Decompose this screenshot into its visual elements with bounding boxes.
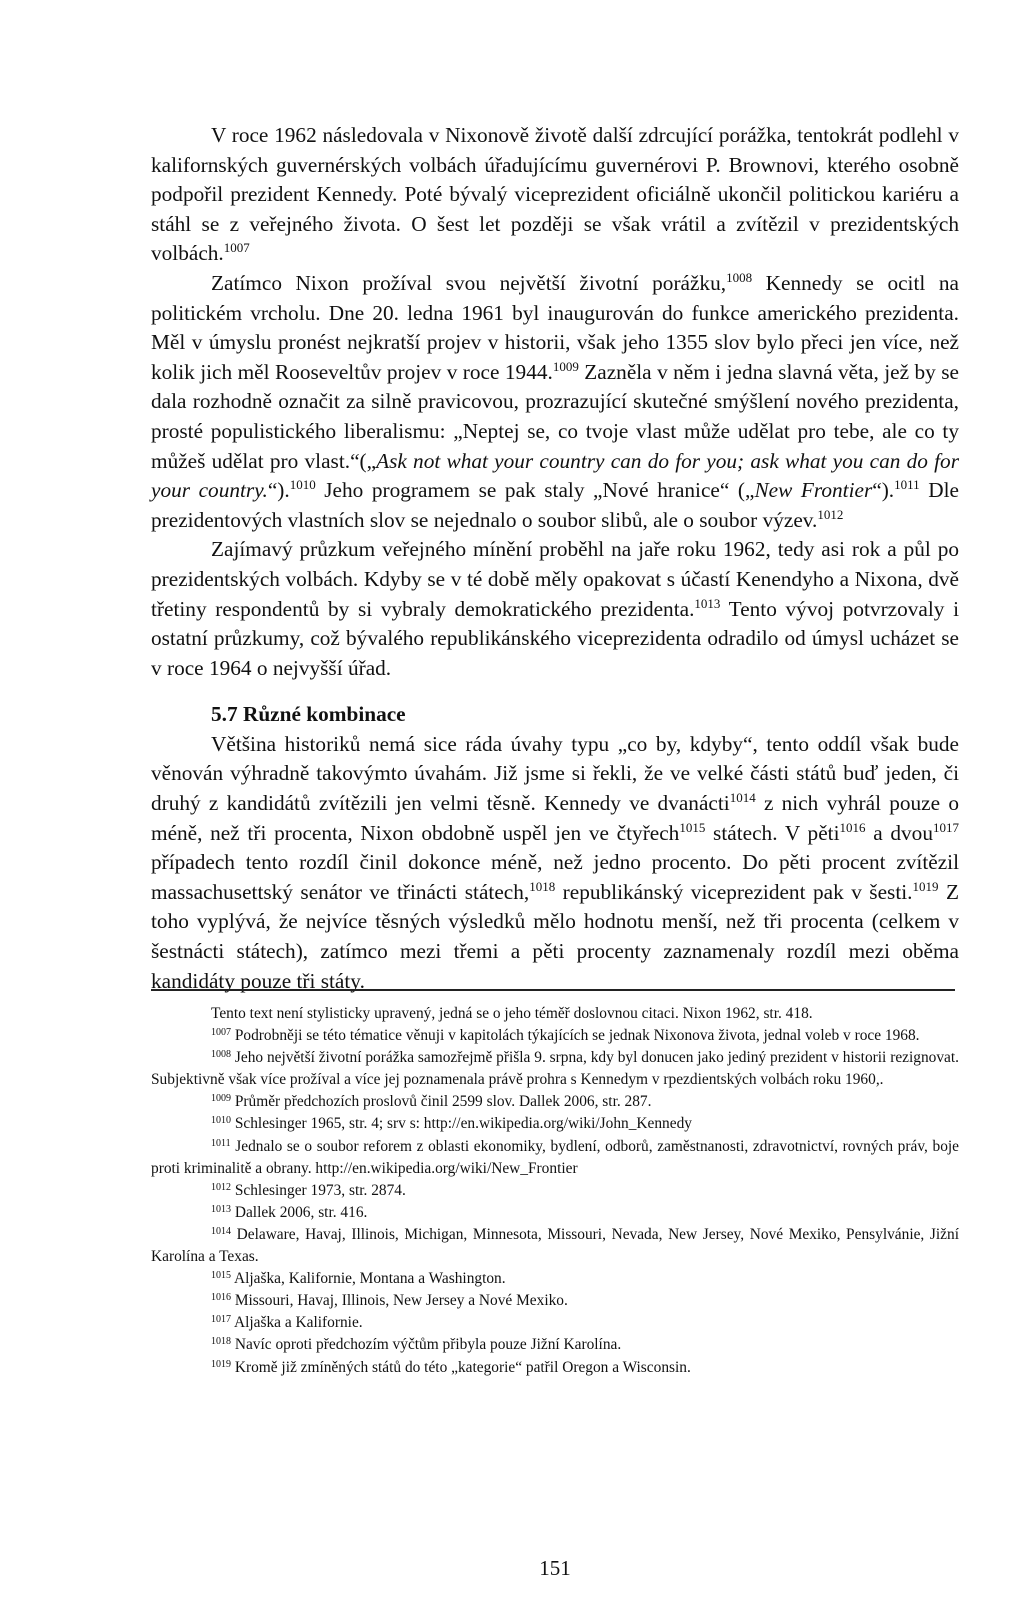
footnote-1012: $^{1012}$ Schlesinger 1973, str. 2874. — [211, 1181, 406, 1199]
footnote-ref[interactable]: 1015 — [679, 819, 706, 835]
footnote-1015: $^{1015}$ Aljaška, Kalifornie, Montana a Washington. — [211, 1270, 506, 1288]
footnote-ref[interactable]: 1012 — [817, 506, 844, 522]
main-text — [151, 121, 959, 996]
footnote-ref[interactable]: 1008 — [726, 270, 753, 286]
footnote-ref[interactable]: 1016 — [839, 819, 866, 835]
footnote-1014: $^{1014}$ Delaware, Havaj, Illinois, Michigan, Minnesota, Missouri, Nevada, New Jersey, Nové Mexiko, Pensylvánie, Jižní Karolína a Texas. — [151, 1225, 959, 1266]
paragraph-nixon-defeat: V roce 1962 následovala v Nixonově životě další zdrcující porážka, tentokrát podlehl v kalifornských guvernérských volbách úřadujícímu guvernérovi P. Brownovi, kterého osobně podpořil prezident Kennedy. Poté bývalý viceprezident oficiálně ukončil politickou kariéru a stáhl se z veřejného života. O šest let později se však vrátil a zvítězil v prezidentských volbách.$^{1007}$ — [151, 123, 959, 266]
footnote-ref[interactable]: 1009 — [552, 358, 579, 374]
paragraph-combinations: Většina historiků nemá sice ráda úvahy typu „co by, kdyby“, tento oddíl však bude věnován výhradně takovýmto úvahám. Již jsme si řekli, že ve velké části států buď jeden, či druhý z kandidátů zvítězili jen velmi těsně. Kennedy ve dvanácti$^{1014}$ z nich vyhrál pouze o méně, než tři procenta, Nixon obdobně uspěl jen ve čtyřech$^{1015}$ státech. V pěti$^{1016}$ a dvou$^{1017}$ případech tento rozdíl činil dokonce méně, než jedno procento. Do pěti procent zvítězil massachusettský senátor ve třinácti státech,$^{1018}$ republikánský viceprezident pak v šesti.$^{1019}$ Z toho vyplývá, že nejvíce těsných výsledků mělo hodnotu menší, než tři procenta (celkem v šestnácti státech), zatímco mezi třemi a pěti procenty zaznamenaly rozdíl mezi oběma kandidáty pouze tři státy. — [151, 731, 959, 993]
footnote-1013: $^{1013}$ Dallek 2006, str. 416. — [211, 1203, 368, 1221]
footnote-1016: $^{1016}$ Missouri, Havaj, Illinois, New Jersey a Nové Mexiko. — [211, 1292, 568, 1310]
paragraph-kennedy-inauguration: Zatímco Nixon prožíval svou největší životní porážku,$^{1008}$ Kennedy se ocitl na politickém vrcholu. Dne 20. ledna 1961 byl inaugurován do funkce amerického prezidenta. Měl v úmyslu pronést nejkratší projev v historii, však jeho 1355 slov bylo přeci jen více, než kolik jich měl Rooseveltův projev v roce 1944.$^{1009}$ Zazněla v něm i jedna slavná věta, jež by se dala rozhodně označit za silně pravicovou, prozrazující skutečné smýšlení nového prezidenta, prosté populistického liberalismu: „Neptej se, co tvoje vlast může udělat pro tebe, ale co ty můžeš udělat pro vlast.“(„Ask not what your country can do for you; ask what you can do for your country.“).$^{1010}$ Jeho programem se pak staly „Nové hranice“ („New Frontier“).$^{1011}$ Dle prezidentových vlastních slov se nejednalo o soubor slibů, ale o soubor výzev.$^{1012}$ — [151, 270, 959, 532]
footnote-divider — [151, 989, 955, 991]
page-number: 151 — [539, 1556, 571, 1580]
section-heading: 5.7 Různé kombinace — [211, 702, 406, 727]
footnote-1007: $^{1007}$ Podrobněji se této tématice věnuji v kapitolách týkajících se jednak Nixonova života, jednal voleb v roce 1968. — [211, 1027, 920, 1045]
footnote-1019: $^{1019}$ Kromě již zmíněných států do této „kategorie“ patřil Oregon a Wisconsin. — [211, 1358, 691, 1376]
footnote-carryover: Tento text není stylisticky upravený, jedná se o jeho téměř doslovnou citaci. Nixon 1962, str. 418. — [211, 1005, 813, 1022]
footnote-ref[interactable]: 1011 — [894, 477, 920, 493]
footnote-1011: $^{1011}$ Jednalo se o soubor reforem z oblasti ekonomiky, bydlení, odborů, zaměstnanosti, zdravotnictví, rovných práv, boje proti kriminalitě a obrany. http://en.wikipedia.org/wiki/New_Frontier — [151, 1137, 959, 1177]
new-frontier-term: New Frontier — [754, 478, 873, 503]
paragraph-opinion-poll: Zajímavý průzkum veřejného mínění proběhl na jaře roku 1962, tedy asi rok a půl po prezidentských volbách. Kdyby se v té době měly opakovat s účastí Kenendyho a Nixona, dvě třetiny respondentů by si vybraly demokratického prezidenta.$^{1013}$ Tento vývoj potvrzovaly i ostatní průzkumy, což bývalého republikánského viceprezidenta odradilo od úmysl ucházet se v roce 1964 o nejvyšší úřad. — [151, 537, 959, 680]
footnote-ref[interactable]: 1010 — [289, 477, 316, 493]
quote-english: Ask not what your country can do for you; ask what you can do for your country. — [151, 448, 959, 503]
footnote-ref[interactable]: 1019 — [912, 879, 939, 895]
footnote-ref[interactable]: 1017 — [932, 819, 959, 835]
footnote-ref[interactable]: 1013 — [694, 595, 721, 611]
footnote-1010: $^{1010}$ Schlesinger 1965, str. 4; srv s: http://en.wikipedia.org/wiki/John_Kennedy — [211, 1115, 692, 1133]
footnote-1009: $^{1009}$ Průměr předchozích proslovů činil 2599 slov. Dallek 2006, str. 287. — [211, 1093, 652, 1111]
footnote-1017: $^{1017}$ Aljaška a Kalifornie. — [211, 1314, 363, 1332]
footnote-ref[interactable]: 1007 — [223, 240, 250, 256]
footnote-1008: $^{1008}$ Jeho největší životní porážka samozřejmě přišla 9. srpna, kdy byl donucen jako jediný prezident v historii rezignovat. Subjektivně však více prožíval a více jej poznamenala právě prohra s Kennedym v rpezdientských volbách roku 1960,. — [151, 1049, 959, 1089]
footnote-ref[interactable]: 1018 — [529, 879, 556, 895]
footnote-1018: $^{1018}$ Navíc oproti předchozím výčtům přibyla pouze Jižní Karolína. — [211, 1336, 622, 1354]
footnotes — [151, 1003, 959, 1379]
footnote-ref[interactable]: 1014 — [729, 790, 756, 806]
